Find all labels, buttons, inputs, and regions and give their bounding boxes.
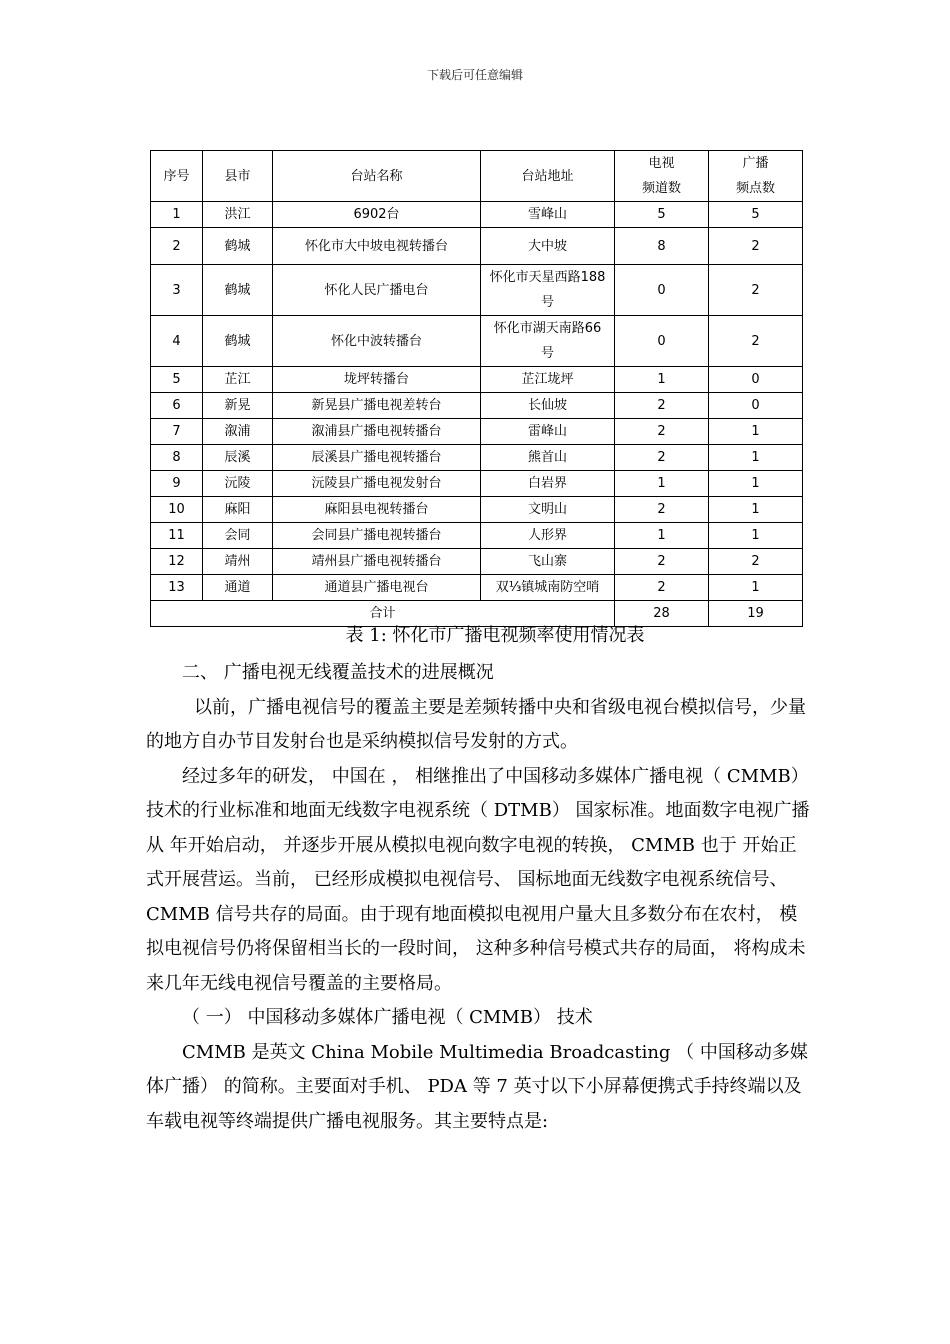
- header-no: 序号: [151, 151, 203, 202]
- table-row: [151, 575, 803, 601]
- paragraph: 以前，广播电视信号的覆盖主要是差频转播中央和省级电视台模拟信号，少量的地方自办节目发射台也是采纳模拟信号发射的方式。: [146, 696, 806, 752]
- paragraph: 经过多年的研发， 中国在 ， 相继推出了中国移动多媒体广播电视（ CMMB）技术的行业标准和地面无线数字电视系统（ DTMB） 国家标准。地面数字电视广播从 年开始启动， 并逐步开展从模拟电视向数字电视的转换， CMMB 也于 开始正式开展营运。当前， 已经形成模拟电视信号、 国标地面无线数字电视系统信号、 CMMB 信号共存的局面。由于现有地面模拟电视用户量大且多数分布在农村， 模拟电视信号仍将保留相当长的一段时间， 这种多种信号模式共存的局面， 将构成未来几年无线电视信号覆盖的主要格局。: [146, 765, 810, 994]
- cell-no: 2: [151, 228, 203, 265]
- cell-county: 麻阳: [203, 497, 273, 523]
- subsection-heading: （ 一） 中国移动多媒体广播电视（ CMMB） 技术: [182, 1007, 593, 1028]
- cell-station-address: 熊首山: [481, 445, 615, 471]
- cell-station-name: 怀化中波转播台: [273, 316, 481, 367]
- header-county: 县市: [203, 151, 273, 202]
- total-label: 合计: [151, 601, 615, 627]
- cell-radio: 1: [709, 445, 803, 471]
- cell-tv: 2: [615, 419, 709, 445]
- table-row: [151, 265, 803, 316]
- frequency-table: [150, 150, 803, 627]
- address-line2: 号: [540, 346, 554, 361]
- cell-no: 8: [151, 445, 203, 471]
- cell-county: 会同: [203, 523, 273, 549]
- cell-county: 鹤城: [203, 316, 273, 367]
- cell-county: 溆浦: [203, 419, 273, 445]
- cell-no: 1: [151, 202, 203, 228]
- cell-radio: 2: [709, 549, 803, 575]
- cell-county: 鹤城: [203, 265, 273, 316]
- cell-no: 12: [151, 549, 203, 575]
- header-station-address: 台站地址: [481, 151, 615, 202]
- cell-tv: 5: [615, 202, 709, 228]
- cell-county: 沅陵: [203, 471, 273, 497]
- cell-tv: 0: [615, 265, 709, 316]
- cell-radio: 1: [709, 419, 803, 445]
- table-row: [151, 445, 803, 471]
- cell-station-name: 怀化人民广播电台: [273, 265, 481, 316]
- cell-no: 11: [151, 523, 203, 549]
- cell-no: 6: [151, 393, 203, 419]
- cell-county: 靖州: [203, 549, 273, 575]
- cell-no: 4: [151, 316, 203, 367]
- cell-no: 10: [151, 497, 203, 523]
- cell-station-address: 雪峰山: [481, 202, 615, 228]
- cell-station-address: 文明山: [481, 497, 615, 523]
- table-row: [151, 393, 803, 419]
- cell-station-address: 长仙坡: [481, 393, 615, 419]
- cell-radio: 1: [709, 471, 803, 497]
- table-header-row: [151, 151, 803, 202]
- cell-tv: 1: [615, 471, 709, 497]
- cell-station-name: 辰溪县广播电视转播台: [273, 445, 481, 471]
- cell-station-address: 芷江垅坪: [481, 367, 615, 393]
- cell-county: 通道: [203, 575, 273, 601]
- cell-radio: 0: [709, 393, 803, 419]
- cell-tv: 2: [615, 445, 709, 471]
- address-line1: 怀化市湖天南路66: [493, 321, 602, 336]
- cell-no: 3: [151, 265, 203, 316]
- cell-station-name: 6902台: [273, 202, 481, 228]
- header-tv-channels: [615, 151, 709, 202]
- header-radio-line1: 广播: [742, 156, 769, 171]
- table-row: [151, 228, 803, 265]
- cell-tv: 1: [615, 523, 709, 549]
- cell-county: 鹤城: [203, 228, 273, 265]
- cell-station-address: 雷峰山: [481, 419, 615, 445]
- cell-station-address: 大中坡: [481, 228, 615, 265]
- table-caption: 表 1: 怀化市广播电视频率使用情况表: [345, 625, 645, 646]
- table-row: [151, 419, 803, 445]
- cell-radio: 2: [709, 265, 803, 316]
- cell-tv: 0: [615, 316, 709, 367]
- cell-county: 芷江: [203, 367, 273, 393]
- paragraph: CMMB 是英文 China Mobile Multimedia Broadcasting （ 中国移动多媒体广播） 的简称。主要面对手机、 PDA 等 7 英寸以下小屏幕便携式手持终端以及车载电视等终端提供广播电视服务。其主要特点是:: [146, 1041, 808, 1132]
- header-station-name: 台站名称: [273, 151, 481, 202]
- cell-tv: 2: [615, 497, 709, 523]
- address-line2: 号: [540, 295, 554, 310]
- cell-radio: 5: [709, 202, 803, 228]
- cell-station-name: 新晃县广播电视差转台: [273, 393, 481, 419]
- cell-radio: 1: [709, 523, 803, 549]
- header-radio-frequencies: [709, 151, 803, 202]
- cell-station-name: 溆浦县广播电视转播台: [273, 419, 481, 445]
- table-row: [151, 497, 803, 523]
- cell-station-name: 麻阳县电视转播台: [273, 497, 481, 523]
- table-row: [151, 549, 803, 575]
- cell-county: 辰溪: [203, 445, 273, 471]
- cell-no: 5: [151, 367, 203, 393]
- cell-county: 新晃: [203, 393, 273, 419]
- cell-tv: 2: [615, 575, 709, 601]
- header-tv-line2: 频道数: [641, 181, 681, 196]
- total-tv: 28: [615, 601, 709, 627]
- header-radio-line2: 频点数: [735, 181, 775, 196]
- cell-station-name: 垅坪转播台: [273, 367, 481, 393]
- cell-station-name: 靖州县广播电视转播台: [273, 549, 481, 575]
- cell-radio: 1: [709, 497, 803, 523]
- header-tv-line1: 电视: [648, 156, 675, 171]
- cell-station-address: 飞山寨: [481, 549, 615, 575]
- cell-station-address: 人形界: [481, 523, 615, 549]
- page-header: 下载后可任意编辑: [426, 68, 523, 82]
- table-row: [151, 471, 803, 497]
- cell-station-name: 通道县广播电视台: [273, 575, 481, 601]
- cell-radio: 2: [709, 228, 803, 265]
- cell-station-name: 沅陵县广播电视发射台: [273, 471, 481, 497]
- cell-station-address: 白岩界: [481, 471, 615, 497]
- cell-station-name: 怀化市大中坡电视转播台: [273, 228, 481, 265]
- cell-radio: 2: [709, 316, 803, 367]
- cell-no: 7: [151, 419, 203, 445]
- cell-tv: 1: [615, 367, 709, 393]
- cell-tv: 2: [615, 549, 709, 575]
- cell-no: 13: [151, 575, 203, 601]
- cell-radio: 1: [709, 575, 803, 601]
- cell-tv: 8: [615, 228, 709, 265]
- table-row: [151, 367, 803, 393]
- total-radio: 19: [709, 601, 803, 627]
- cell-station-address: 双⅓镇城南防空哨: [481, 575, 615, 601]
- address-line1: 怀化市天星西路188: [489, 270, 606, 285]
- cell-station-address: [481, 316, 615, 367]
- table-row: [151, 316, 803, 367]
- section-heading: 二、 广播电视无线覆盖技术的进展概况: [182, 662, 494, 683]
- table-row: [151, 202, 803, 228]
- cell-station-name: 会同县广播电视转播台: [273, 523, 481, 549]
- cell-station-address: [481, 265, 615, 316]
- cell-county: 洪江: [203, 202, 273, 228]
- cell-radio: 0: [709, 367, 803, 393]
- table-row: [151, 523, 803, 549]
- cell-no: 9: [151, 471, 203, 497]
- document-body: [146, 656, 810, 1139]
- cell-tv: 2: [615, 393, 709, 419]
